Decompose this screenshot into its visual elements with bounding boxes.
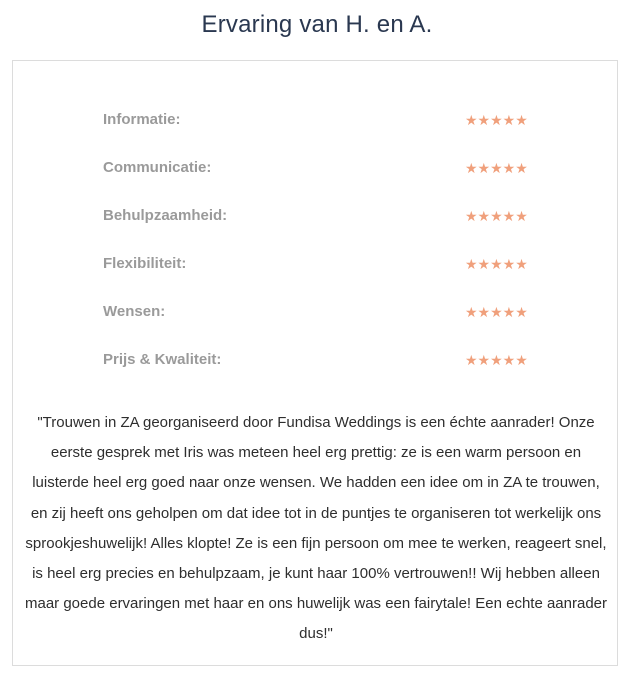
rating-row-flexibiliteit (103, 250, 543, 298)
star-rating-icon: ★★★★★ (465, 112, 528, 128)
rating-row-behulpzaamheid (103, 202, 543, 250)
ratings-list (103, 106, 543, 394)
rating-label: Informatie: (103, 111, 181, 128)
rating-row-wensen (103, 298, 543, 346)
rating-row-prijs-kwaliteit (103, 346, 543, 394)
page-title: Ervaring van H. en A. (201, 11, 433, 38)
star-rating-icon: ★★★★★ (465, 208, 528, 224)
review-quote: "Trouwen in ZA georganiseerd door Fundisa Weddings is een échte aanrader! Onze eerste gesprek met Iris was meteen heel erg prettig: ze is een warm persoon en luisterde heel erg goed naar onze wensen. We hadden een idee om in ZA te trouwen, en zij heeft ons geholpen om dat idee tot in de puntjes te organiseren tot werkelijk ons sprookjeshuwelijk! Alles klopte! Ze is een fijn persoon om mee te werken, reageert snel, is heel erg precies en behulpzaam, je kunt haar 100% vertrouwen!! Wij hebben alleen maar goede ervaringen met haar en ons huwelijk was een fairytale! Een echte aanrader dus!" (25, 414, 608, 643)
rating-row-informatie (103, 106, 543, 154)
rating-label: Behulpzaamheid: (103, 207, 228, 224)
star-rating-icon: ★★★★★ (465, 304, 528, 320)
rating-label: Wensen: (103, 303, 166, 320)
rating-label: Communicatie: (103, 159, 212, 176)
review-card (12, 60, 618, 666)
star-rating-icon: ★★★★★ (465, 352, 528, 368)
rating-label: Prijs & Kwaliteit: (103, 351, 222, 368)
rating-label: Flexibiliteit: (103, 255, 187, 272)
rating-row-communicatie (103, 154, 543, 202)
star-rating-icon: ★★★★★ (465, 256, 528, 272)
star-rating-icon: ★★★★★ (465, 160, 528, 176)
